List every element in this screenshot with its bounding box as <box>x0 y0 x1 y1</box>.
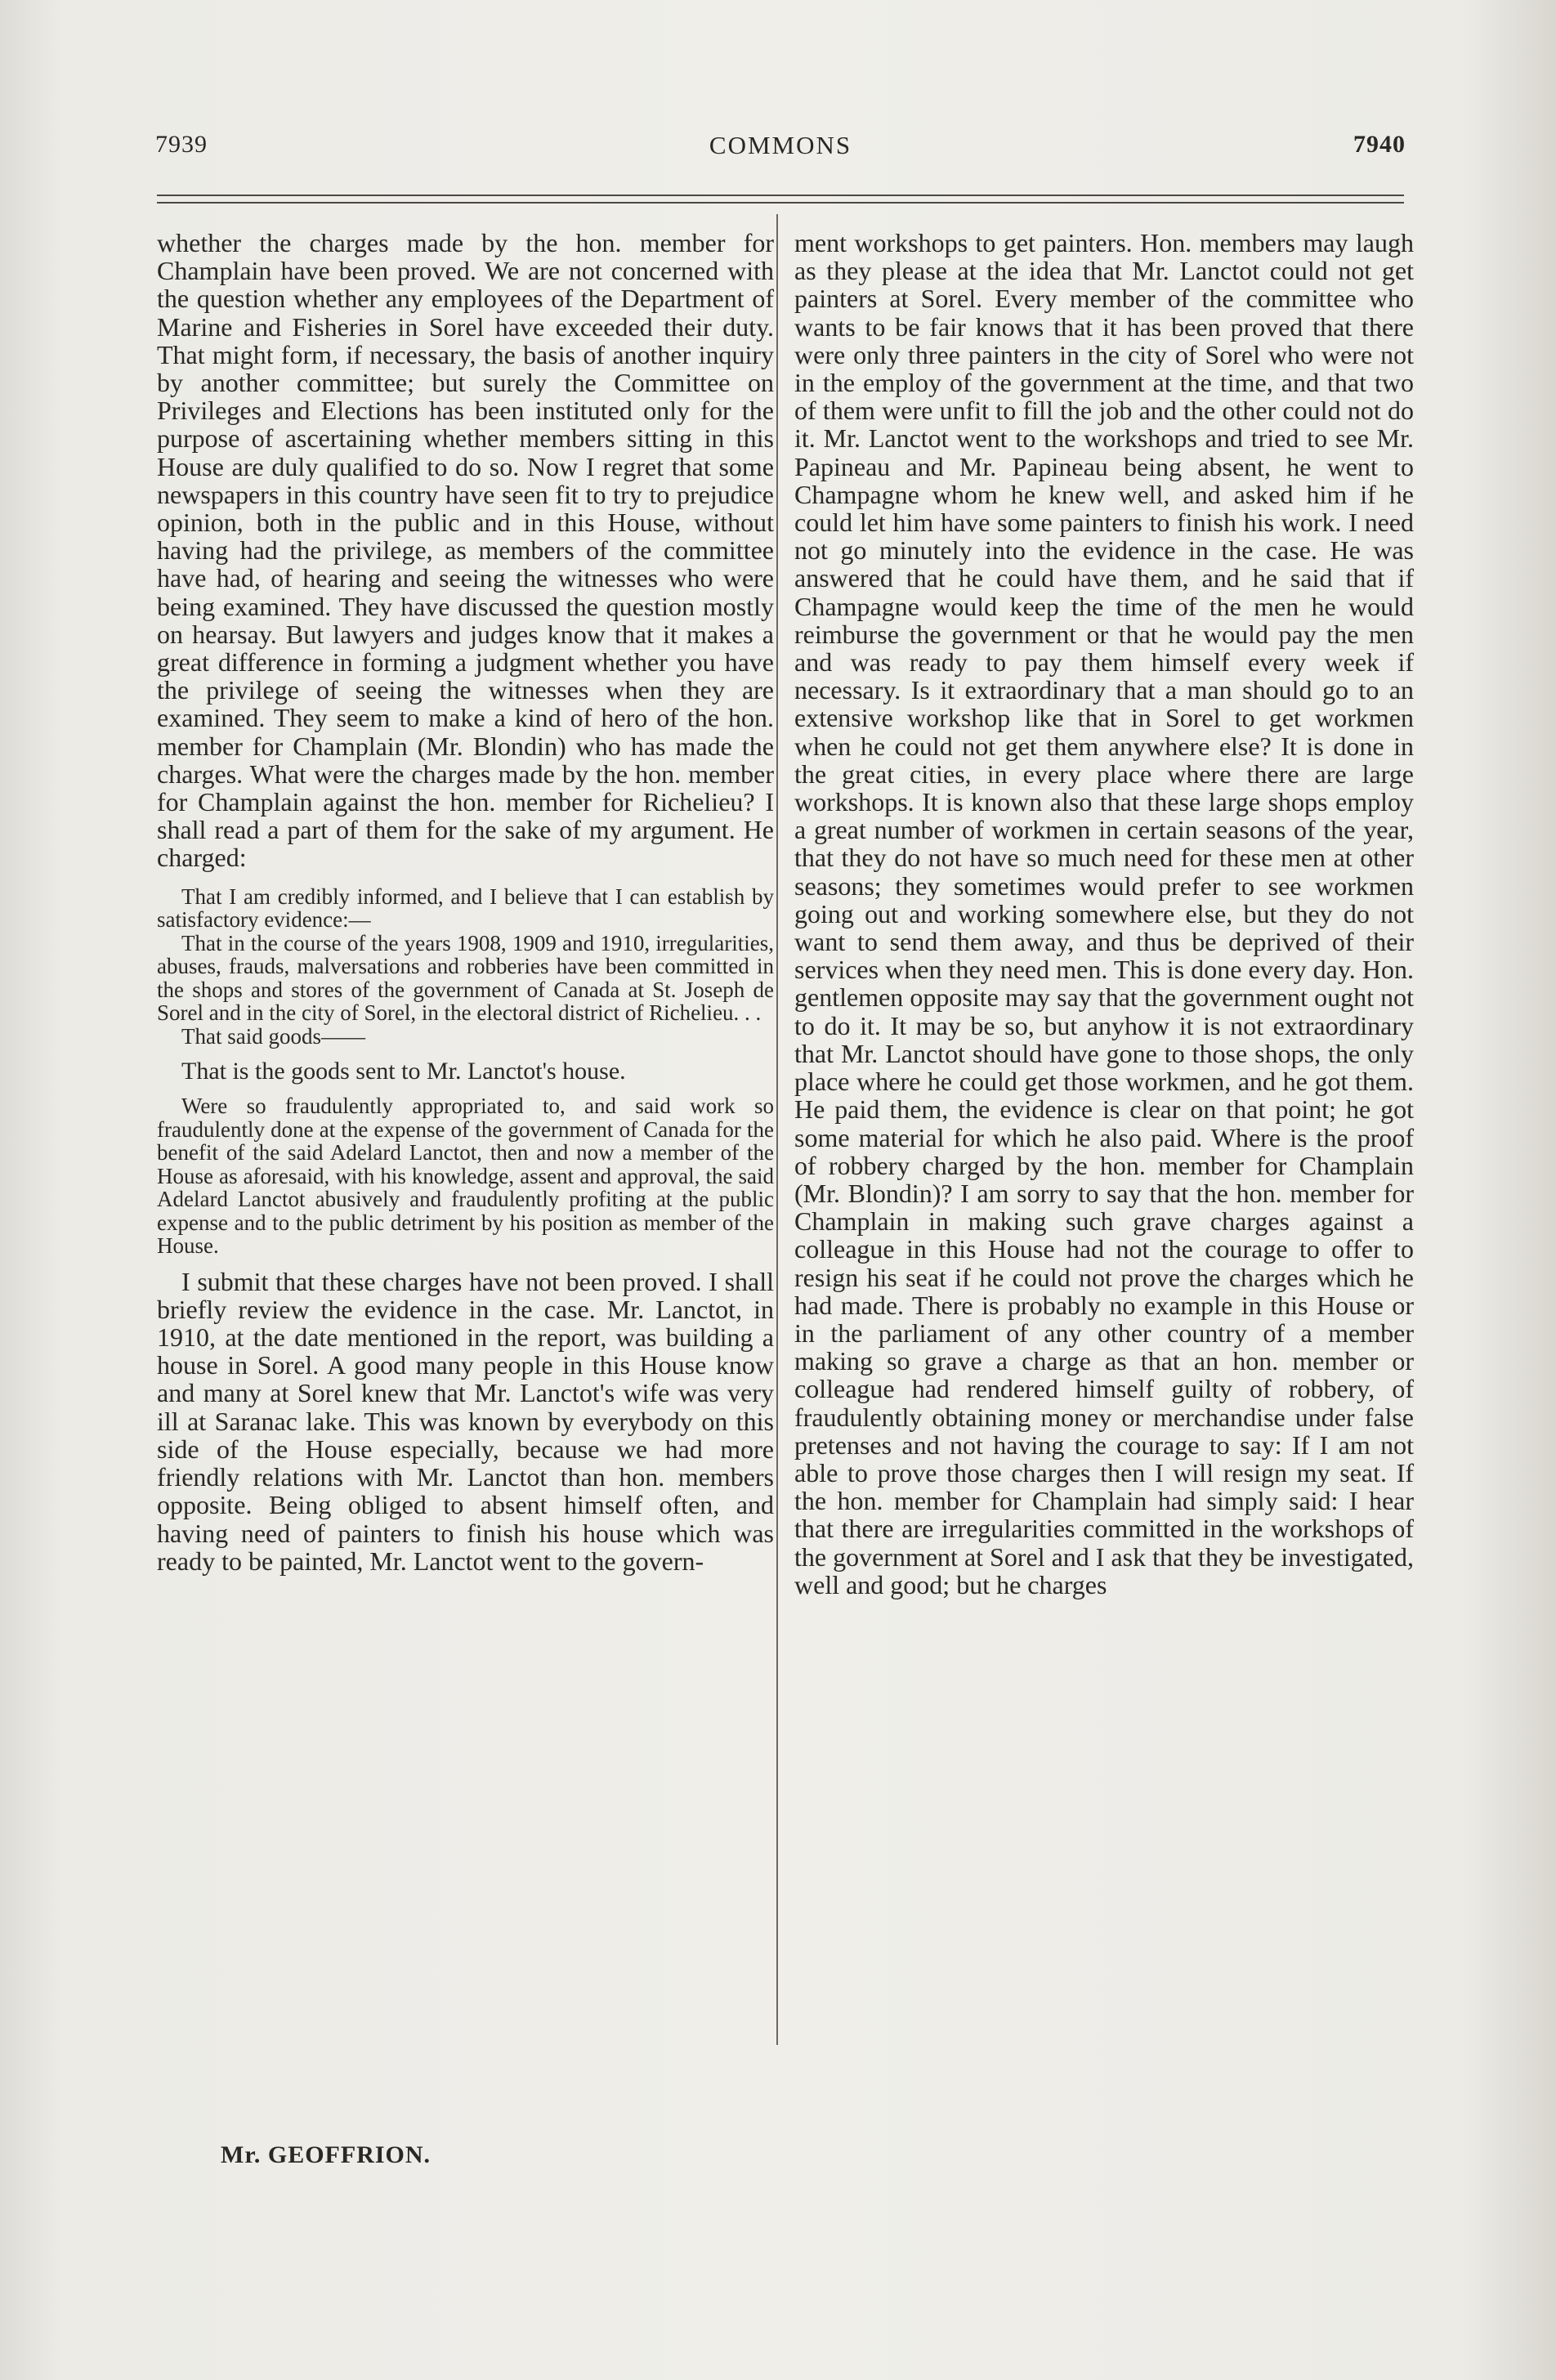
running-title: COMMONS <box>709 131 852 159</box>
left-column <box>157 229 774 1575</box>
charge-quote-2: That in the course of the years 1908, 1909 and 1910, irregularities, abuses, frauds, malversations and robberies have been committed in the shops and stores of the government of Canada at St. Joseph de Sorel and in the city of Sorel, in the electoral district of Richelieu. . . <box>157 930 774 1026</box>
page-header <box>155 131 1406 172</box>
left-paragraph-3: I submit that these charges have not been proved. I shall briefly review the evidence in the case. Mr. Lanctot, in 1910, at the date mentioned in the report, was building a house in Sorel. A good many people in this House know and many at Sorel knew that Mr. Lanctot's wife was very ill at Saranac lake. This was known by everybody on this side of the House especially, because we had more friendly relations with Mr. Lanctot than hon. members opposite. Being obliged to absent himself often, and having need of painters to finish his house which was ready to be painted, Mr. Lanctot went to the govern- <box>157 1266 774 1576</box>
right-page-number: 7940 <box>1353 131 1406 158</box>
right-column <box>794 229 1414 1599</box>
header-rule-bottom <box>157 202 1404 204</box>
left-paragraph-1: whether the charges made by the hon. member for Champlain have been proved. We are not concerned with the question whether any employees of the Department of Marine and Fisheries in Sorel have exceeded their duty. That might form, if necessary, the basis of another inquiry by another committee; but surely the Committee on Privileges and Elections has been instituted only for the purpose of ascertaining whether members sitting in this House are duly qualified to do so. Now I regret that some newspapers in this country have seen fit to try to prejudice opinion, both in the public and in this House, without having had the privilege, as members of the committee have had, of hearing and seeing the witnesses who were being examined. They have discussed the question mostly on hearsay. But lawyers and judges know that it makes a great difference in forming a judgment whether you have the privilege of seeing the witnesses when they are examined. They seem to make a kind of hero of the hon. member for Champlain (Mr. Blondin) who has made the charges. What were the charges made by the hon. member for Champlain against the hon. member for Richelieu? I shall read a part of them for the sake of my argument. He charged: <box>157 228 774 873</box>
right-paragraph-1: ment workshops to get painters. Hon. members may laugh as they please at the idea that Mr. Lanctot could not get painters at Sorel. Every member of the committee who wants to be fair knows that it has been proved that there were only three painters in the city of Sorel who were not in the employ of the government at the time, and that two of them were unfit to fill the job and the other could not do it. Mr. Lanctot went to the workshops and tried to see Mr. Papineau and Mr. Papineau being absent, he went to Champagne whom he knew well, and asked him if he could let him have some painters to finish his work. I need not go minutely into the evidence in the case. He was answered that he could have them, and he said that if Champagne would keep the time of the men he would reimburse the government or that he would pay the men and was ready to pay them himself every week if necessary. Is it extraordinary that a man should go to an extensive workshop like that in Sorel to get workmen when he could not get them anywhere else? It is done in the great cities, in every place where there are large workshops. It is known also that these large shops employ a great number of workmen in certain seasons of the year, that they do not have so much need for these men at other seasons; they sometimes would prefer to see workmen going out and working somewhere else, but they do not want to send them away, and thus be deprived of their services when they need men. This is done every day. Hon. gentlemen opposite may say that the government ought not to do it. It may be so, but anyhow it is not extraordinary that Mr. Lanctot should have gone to those shops, the only place where he could get those workmen, and he got them. He paid them, the evidence is clear on that point; he got some material for which he also paid. Where is the proof of robbery charged by the hon. member for Champlain (Mr. Blondin)? I am sorry to say that the hon. member for Champlain in making such grave charges against a colleague in this House had not the courage to offer to resign his seat if he could not prove the charges which he had made. There is probably no example in this House or in the parliament of any other country of a member making so grave a charge as that an hon. member or colleague had rendered himself guilty of robbery, of fraudulently obtaining money or merchandise under false pretenses and not having the courage to say: If I am not able to prove those charges then I will resign my seat. If the hon. member for Champlain had simply said: I hear that there are irregularities committed in the workshops of the government at Sorel and I ask that they be investigated, well and good; but he charges <box>794 228 1414 1599</box>
goods-explanation: That is the goods sent to Mr. Lanctot's house. <box>181 1058 626 1085</box>
speaker-name: Mr. GEOFFRION. <box>221 2141 431 2168</box>
column-divider <box>776 214 778 2045</box>
left-page-number: 7939 <box>155 131 208 158</box>
charge-quote-4: Were so fraudulently appropriated to, and said work so fraudulently done at the expense of the government of Canada for the benefit of the said Adelard Lanctot, then and now a member of the House as aforesaid, with his knowledge, assent and approval, the said Adelard Lanctot abusively and fraudulently profiting at the public expense and to the public detriment by his position as member of the House. <box>157 1094 774 1259</box>
header-rule-top <box>157 195 1404 196</box>
charge-quote-1: That I am credibly informed, and I believe that I can establish by satisfactory evidence:— <box>157 884 774 933</box>
charge-quote-3: That said goods—— <box>181 1023 365 1049</box>
